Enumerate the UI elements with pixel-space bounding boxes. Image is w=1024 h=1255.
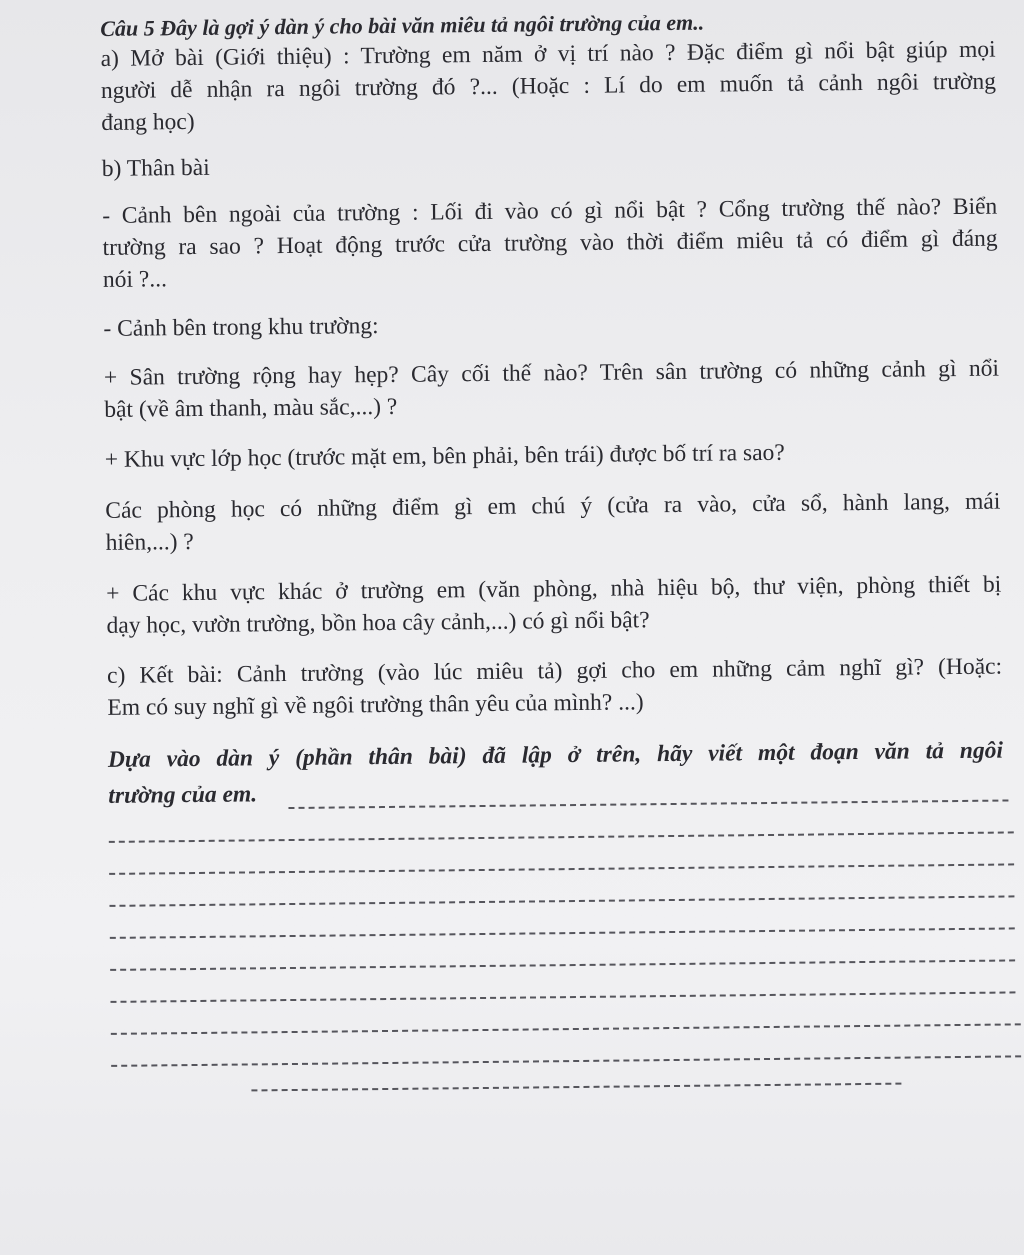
conclusion-line-1: c) Kết bài: Cảnh trường (vào lúc miêu tả) gợi cho em những cảm nghĩ gì? (Hoặc: bbox=[106, 653, 1003, 689]
yard-line-1: + Sân trường rộng hay hẹp? Cây cối thế nào? Trên sân trường có những cảnh gì nổi bbox=[103, 355, 1000, 391]
answer-line-9 bbox=[111, 1055, 1021, 1067]
inside-title: - Cảnh bên trong khu trường: bbox=[103, 313, 379, 342]
body-title: b) Thân bài bbox=[101, 154, 210, 182]
answer-line-3 bbox=[109, 863, 1014, 874]
yard-line-2: bật (về âm thanh, màu sắc,...) ? bbox=[104, 393, 398, 423]
answer-line-10 bbox=[251, 1083, 901, 1092]
answer-line-2 bbox=[109, 831, 1014, 842]
task-line-2: trường của em. bbox=[108, 781, 258, 809]
answer-line-6 bbox=[110, 959, 1015, 970]
task-line-1: Dựa vào dàn ý (phần thân bài) đã lập ở trên, hãy viết một đoạn văn tả ngôi bbox=[107, 737, 1004, 773]
outside-line-1: - Cảnh bên ngoài của trường : Lối đi vào có gì nổi bật ? Cổng trường thế nào? Biển bbox=[102, 193, 998, 229]
intro-line-3: đang học) bbox=[101, 108, 195, 136]
classroom-line-1: Các phòng học có những điểm gì em chú ý (cửa ra vào, cửa sổ, hành lang, mái bbox=[105, 488, 1001, 524]
other-area-line-2: dạy học, vườn trường, bồn hoa cây cảnh,...) có gì nổi bật? bbox=[106, 607, 650, 639]
question-heading: Câu 5 Đây là gợi ý dàn ý cho bài văn miêu tả ngôi trường của em.. bbox=[100, 9, 705, 41]
answer-line-4 bbox=[109, 895, 1014, 906]
intro-line-1: a) Mở bài (Giới thiệu) : Trường em năm ở vị trí nào ? Đặc điểm gì nổi bật giúp mọi bbox=[100, 36, 996, 72]
classroom-area-line: + Khu vực lớp học (trước mặt em, bên phải, bên trái) được bố trí ra sao? bbox=[104, 439, 785, 473]
intro-line-2: người dễ nhận ra ngôi trường đó ?... (Hoặc : Lí do em muốn tả cảnh ngôi trường bbox=[100, 68, 997, 104]
answer-line-5 bbox=[110, 927, 1015, 938]
outside-line-2: trường ra sao ? Hoạt động trước cửa trường vào thời điểm miêu tả có điểm gì đáng bbox=[102, 225, 998, 261]
other-area-line-1: + Các khu vực khác ở trường em (văn phòng, nhà hiệu bộ, thư viện, phòng thiết bị bbox=[106, 571, 1002, 607]
conclusion-line-2: Em có suy nghĩ gì về ngôi trường thân yêu của mình? ...) bbox=[107, 689, 644, 721]
answer-line-8 bbox=[111, 1023, 1021, 1035]
answer-line-7 bbox=[110, 991, 1015, 1002]
classroom-line-2: hiên,...) ? bbox=[105, 529, 194, 556]
outside-line-3: nói ?... bbox=[102, 266, 168, 293]
